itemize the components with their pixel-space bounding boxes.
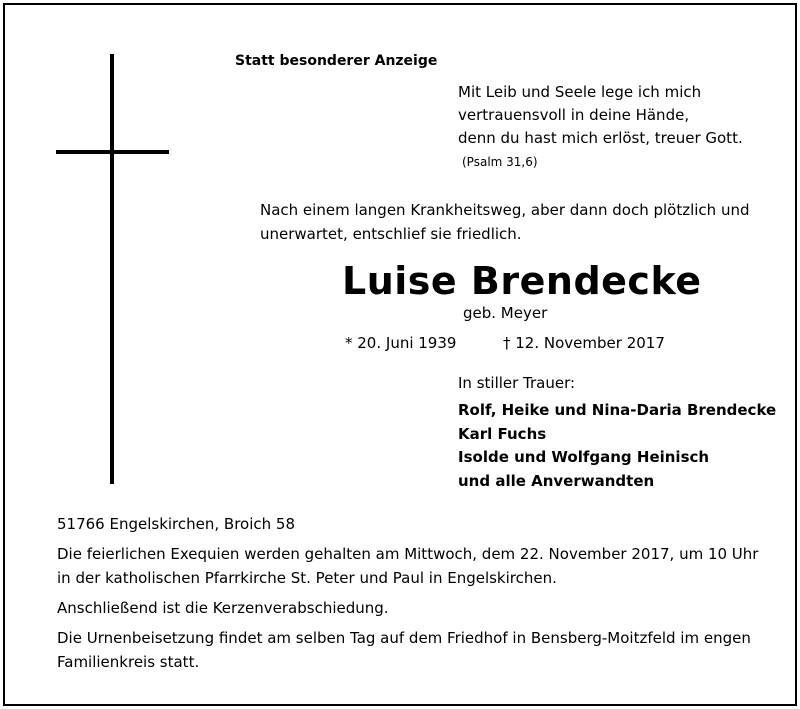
psalm-quote xyxy=(458,81,743,150)
service-info xyxy=(57,542,797,590)
intro-line: unerwartet, entschlief sie friedlich. xyxy=(260,225,522,243)
psalm-reference: (Psalm 31,6) xyxy=(462,155,538,169)
psalm-line: denn du hast mich erlöst, treuer Gott. xyxy=(458,129,743,147)
mourners-list xyxy=(458,399,776,493)
death-date: † 12. November 2017 xyxy=(503,334,665,352)
footer-details xyxy=(57,512,797,680)
service-line: Die feierlichen Exequien werden gehalten am Mittwoch, dem 22. November 2017, um 10 Uhr xyxy=(57,545,759,563)
urn-line: Die Urnenbeisetzung findet am selben Tag auf dem Friedhof in Bensberg-Moitzfeld im engen xyxy=(57,629,751,647)
intro-text xyxy=(260,198,750,246)
address: 51766 Engelskirchen, Broich 58 xyxy=(57,515,296,533)
mourner-name: Isolde und Wolfgang Heinisch xyxy=(458,448,710,466)
birth-date: * 20. Juni 1939 xyxy=(345,334,457,352)
deceased-name: Luise Brendecke xyxy=(342,259,702,303)
cross-vertical-bar xyxy=(110,54,114,484)
mourner-name: und alle Anverwandten xyxy=(458,471,655,490)
intro-line: Nach einem langen Krankheitsweg, aber dann doch plötzlich und xyxy=(260,201,750,219)
mourner-name: Karl Fuchs xyxy=(458,424,547,443)
farewell-info: Anschließend ist die Kerzenverabschiedung. xyxy=(57,599,389,617)
psalm-line: vertrauensvoll in deine Hände, xyxy=(458,106,690,124)
maiden-name: geb. Meyer xyxy=(463,304,548,322)
urn-info xyxy=(57,626,797,674)
urn-line: Familienkreis statt. xyxy=(57,653,200,671)
mourning-label: In stiller Trauer: xyxy=(458,374,576,392)
obituary-notice xyxy=(3,3,797,706)
service-line: in der katholischen Pfarrkirche St. Peter und Paul in Engelskirchen. xyxy=(57,569,557,587)
cross-horizontal-bar xyxy=(56,150,169,154)
notice-header: Statt besonderer Anzeige xyxy=(235,53,438,69)
psalm-line: Mit Leib und Seele lege ich mich xyxy=(458,83,702,101)
mourner-name: Rolf, Heike und Nina-Daria Brendecke xyxy=(458,401,777,419)
